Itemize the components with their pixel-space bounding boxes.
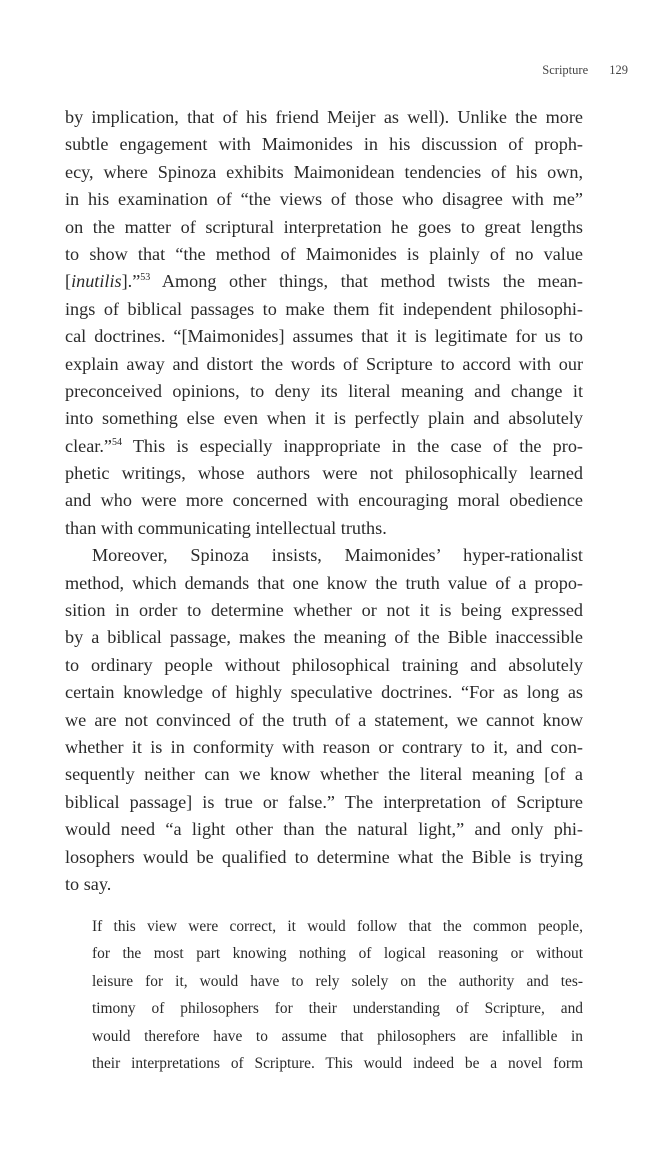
text-line: by a biblical passage, makes the meaning of the Bible inaccessible	[65, 627, 583, 648]
text-line: explain away and distort the words of Scripture to accord with our	[65, 353, 583, 374]
text-line: sequently neither can we know whether the literal meaning [of a	[65, 764, 583, 785]
text-line: than with communicating intellectual truths.	[65, 517, 387, 538]
text-line: and who were more concerned with encouraging moral obedience	[65, 490, 583, 511]
text-line: on the matter of scriptural interpretation he goes to great lengths	[65, 216, 583, 237]
text-fragment: Among other things, that method twists the mean-	[150, 271, 583, 292]
quote-line: would therefore have to assume that philosophers are infallible in	[92, 1027, 583, 1045]
text-line: phetic writings, whose authors were not philosophically learned	[65, 463, 583, 484]
text-line: we are not convinced of the truth of a statement, we cannot know	[65, 709, 583, 730]
text-line	[65, 433, 583, 460]
main-text	[65, 104, 583, 898]
paragraph-2	[65, 542, 583, 898]
text-line: cal doctrines. “[Maimonides] assumes that it is legitimate for us to	[65, 326, 583, 347]
text-line: ings of biblical passages to make them fit independent philosophi-	[65, 298, 583, 319]
latin-term: inutilis	[71, 271, 122, 292]
text-line: in his examination of “the views of those who disagree with me”	[65, 189, 583, 210]
quote-line: If this view were correct, it would follow that the common people,	[92, 918, 583, 935]
text-line: would need “a light other than the natural light,” and only phi-	[65, 819, 583, 840]
quote-line: their interpretations of Scripture. This would indeed be a novel form	[92, 1054, 583, 1072]
quote-line: leisure for it, would have to rely solely on the authority and tes-	[92, 972, 583, 990]
text-fragment: [	[65, 271, 72, 292]
block-quote	[92, 913, 583, 1077]
running-head	[542, 63, 628, 78]
footnote-ref-54: 54	[111, 436, 122, 448]
text-line: to show that “the method of Maimonides is plainly of no value	[65, 243, 583, 264]
page-number: 129	[609, 63, 628, 77]
text-line: certain knowledge of highly speculative doctrines. “For as long as	[65, 682, 583, 703]
text-line: biblical passage] is true or false.” The interpretation of Scripture	[65, 791, 583, 812]
text-fragment: clear.”	[65, 435, 112, 456]
text-line: whether it is in conformity with reason or contrary to it, and con-	[65, 736, 583, 757]
text-line: subtle engagement with Maimonides in his discussion of proph-	[65, 134, 583, 155]
text-line: sition in order to determine whether or not it is being expressed	[65, 600, 583, 621]
text-fragment: This is especially inappropriate in the case of the pro-	[121, 435, 583, 456]
text-line	[65, 268, 583, 295]
text-line: ecy, where Spinoza exhibits Maimonidean tendencies of his own,	[65, 161, 583, 182]
text-line: by implication, that of his friend Meijer as well). Unlike the more	[65, 107, 583, 127]
text-line: to ordinary people without philosophical training and absolutely	[65, 654, 583, 675]
text-line: into something else even when it is perfectly plain and absolutely	[65, 408, 583, 429]
text-fragment: ].”	[121, 271, 141, 292]
quote-line: timony of philosophers for their understanding of Scripture, and	[92, 1000, 583, 1018]
text-line: Moreover, Spinoza insists, Maimonides’ hyper-rationalist	[92, 545, 583, 566]
running-head-title: Scripture	[542, 63, 589, 77]
footnote-ref-53: 53	[140, 272, 151, 284]
text-line: losophers would be qualified to determine what the Bible is trying	[65, 846, 583, 867]
quote-line: for the most part knowing nothing of logical reasoning or without	[92, 945, 583, 963]
paragraph-1	[65, 104, 583, 542]
text-line: method, which demands that one know the truth value of a propo-	[65, 572, 583, 593]
text-line: preconceived opinions, to deny its literal meaning and change it	[65, 380, 583, 401]
text-line: to say.	[65, 873, 112, 894]
